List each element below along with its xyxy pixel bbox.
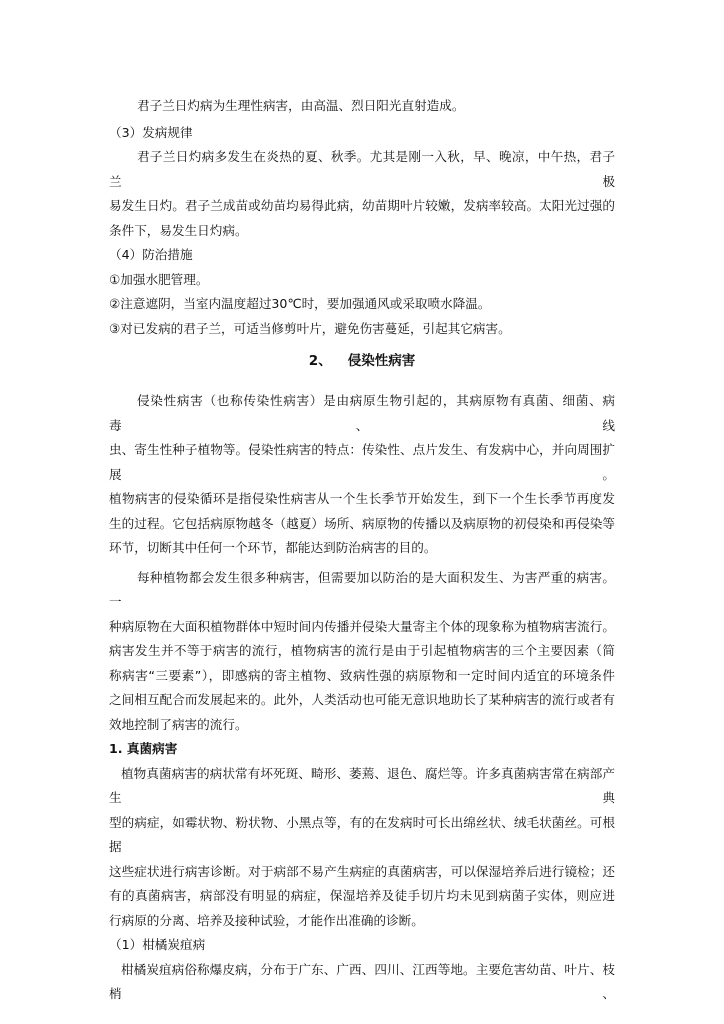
paragraph-liuxing-line-6: 效地控制了病害的流行。 — [109, 716, 248, 732]
measure-item-2: ②注意遮阴，当室内温度超过30℃时，要加强通风或采取喷水降温。 — [109, 296, 491, 311]
paragraph-qinran-line-5: 环节，切断其中任何一个环节，都能达到防治病害的目的。 — [109, 540, 437, 555]
paragraph-zhenjun-line-3: 这些症状进行病害诊断。对于病部不易产生病症的真菌病害，可以保湿培养后进行镜检；还 — [109, 863, 615, 879]
paragraph-qinran-line-1: 侵染性病害（也称传染性病害）是由病原生物引起的，其病原物有真菌、细菌、病毒、线 — [109, 393, 615, 433]
paragraph-liuxing-line-1: 每种植物都会发生很多种病害，但需要加以防治的是大面积发生、为害严重的病害。一 — [109, 569, 615, 609]
paragraph-intro: 君子兰日灼病为生理性病害，由高温、烈日阳光直射造成。 — [137, 98, 465, 113]
measure-item-3: ③对已发病的君子兰，可适当修剪叶片，避免伤害蔓延，引起其它病害。 — [109, 320, 511, 336]
paragraph-liuxing-line-2: 种病原物在大面积植物群体中短时间内传播并侵染大量寄主个体的现象称为植物病害流行。 — [109, 618, 615, 634]
measure-item-1: ①加强水肥管理。 — [109, 271, 209, 287]
paragraph-liuxing-line-3: 病害发生并不等于病害的流行，植物病害的流行是由于引起植物病害的三个主要因素（简 — [109, 643, 615, 658]
paragraph-liuxing-line-5: 之间相互配合而发展起来的。此外，人类活动也可能无意识地助长了某种病害的流行或者有 — [109, 692, 615, 707]
document-page — [109, 94, 615, 1007]
paragraph-fabing-line-2: 易发生日灼。君子兰成苗或幼苗均易得此病，幼苗期叶片较嫩，发病率较高。太阳光过强的 — [109, 198, 615, 213]
paragraph-zhenjun-line-5: 行病原的分离、培养及接种试验，才能作出准确的诊断。 — [109, 912, 424, 928]
paragraph-fabing-line-3: 条件下，易发生日灼病。 — [109, 222, 248, 238]
heading-fangzhi-cuoshi: （4）防治措施 — [109, 247, 193, 262]
section-number: 2、 — [308, 353, 332, 369]
paragraph-zhenjun-line-2: 型的病症，如霉状物、粉状物、小黑点等，有的在发病时可长出绵丝状、绒毛状菌丝。可根据 — [109, 814, 615, 854]
paragraph-zhenjun-line-4: 有的真菌病害，病部没有明显的病症，保湿培养及徒手切片均未见到病菌子实体，则应进 — [109, 888, 615, 903]
section-title-text: 侵染性病害 — [347, 353, 416, 369]
heading-fabing-guilv: （3）发病规律 — [109, 124, 193, 140]
paragraph-liuxing-line-4: 称病害“三要素”），即感病的寄主植物、致病性强的病原物和一定时间内适宜的环境条件 — [109, 667, 615, 683]
paragraph-ganju-line-1: 柑橘炭疽病俗称爆皮病，分布于广东、广西、四川、江西等地。主要危害幼苗、叶片、枝梢、 — [109, 961, 615, 1001]
paragraph-qinran-line-2: 虫、寄生性种子植物等。侵染性病害的特点：传染性、点片发生、有发病中心，并向周围扩展。 — [109, 442, 615, 482]
section-title-qinranxing — [109, 347, 615, 375]
heading-ganju-tanju: （1）柑橘炭疽病 — [109, 937, 206, 952]
heading-zhenjun-binghai: 1. 真菌病害 — [109, 741, 178, 756]
paragraph-qinran-line-3: 植物病害的侵染循环是指侵染性病害从一个生长季节开始发生，到下一个生长季节再度发 — [109, 491, 615, 506]
paragraph-qinran-line-4: 生的过程。它包括病原物越冬（越夏）场所、病原物的传播以及病原物的初侵染和再侵染等 — [109, 515, 615, 531]
paragraph-fabing-line-1: 君子兰日灼病多发生在炎热的夏、秋季。尤其是刚一入秋，早、晚凉，中午热，君子兰极 — [109, 149, 615, 189]
paragraph-zhenjun-line-1: 植物真菌病害的病状常有坏死斑、畸形、萎蔫、退色、腐烂等。许多真菌病害常在病部产生典 — [109, 765, 615, 805]
